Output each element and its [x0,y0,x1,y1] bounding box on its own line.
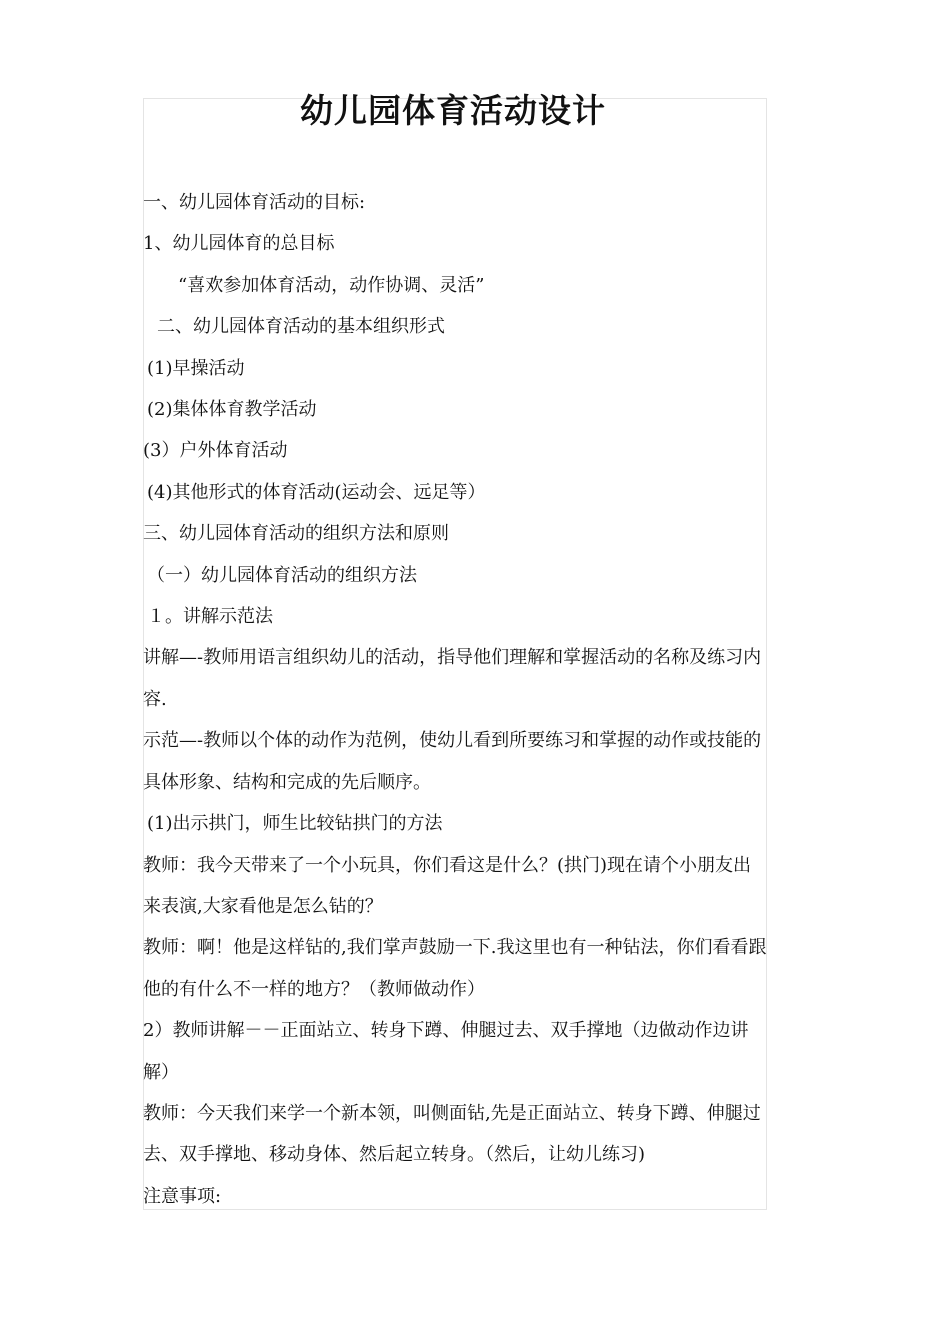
paragraph: (4)其他形式的体育活动(运动会、远足等） [147,481,486,503]
paragraph: (1)出示拱门，师生比较钻拱门的方法 [147,813,443,835]
paragraph: 三、幼儿园体育活动的组织方法和原则 [143,523,449,545]
paragraph: 示范—-教师以个体的动作为范例，使幼儿看到所要练习和掌握的动作或技能的具体形象、结构和完成的先后顺序。 [143,730,762,793]
document-body [143,182,769,1217]
paragraph: “喜欢参加体育活动，动作协调、灵活” [178,274,485,296]
paragraph: 2）教师讲解－－正面站立、转身下蹲、伸腿过去、双手撑地（边做动作边讲解） [143,1020,749,1083]
paragraph: (3）户外体育活动 [143,440,288,462]
paragraph: 二、幼儿园体育活动的基本组织形式 [157,316,445,338]
paragraph: （一）幼儿园体育活动的组织方法 [147,564,417,586]
paragraph: 教师：今天我们来学一个新本领，叫侧面钻,先是正面站立、转身下蹲、伸腿过去、双手撑地、移动身体、然后起立转身。（然后，让幼儿练习) [143,1102,761,1166]
paragraph: 讲解—-教师用语言组织幼儿的活动，指导他们理解和掌握活动的名称及练习内容. [143,647,762,710]
paragraph: １。讲解示范法 [147,606,273,628]
paragraph: 教师：啊！他是这样钻的,我们掌声鼓励一下.我这里也有一种钻法，你们看看跟他的有什么不一样的地方？（教师做动作） [143,937,767,1000]
paragraph: 注意事项: [143,1185,222,1207]
document-title: 幼儿园体育活动设计 [300,91,606,130]
paragraph: 教师：我今天带来了一个小玩具，你们看这是什么？(拱门)现在请个小朋友出来表演,大家看他是怎么钻的？ [143,854,752,917]
paragraph: (1)早操活动 [147,357,245,379]
paragraph: (2)集体体育教学活动 [147,399,317,421]
paragraph: 一、幼儿园体育活动的目标: [143,192,366,213]
paragraph: 1、幼儿园体育的总目标 [143,233,335,255]
